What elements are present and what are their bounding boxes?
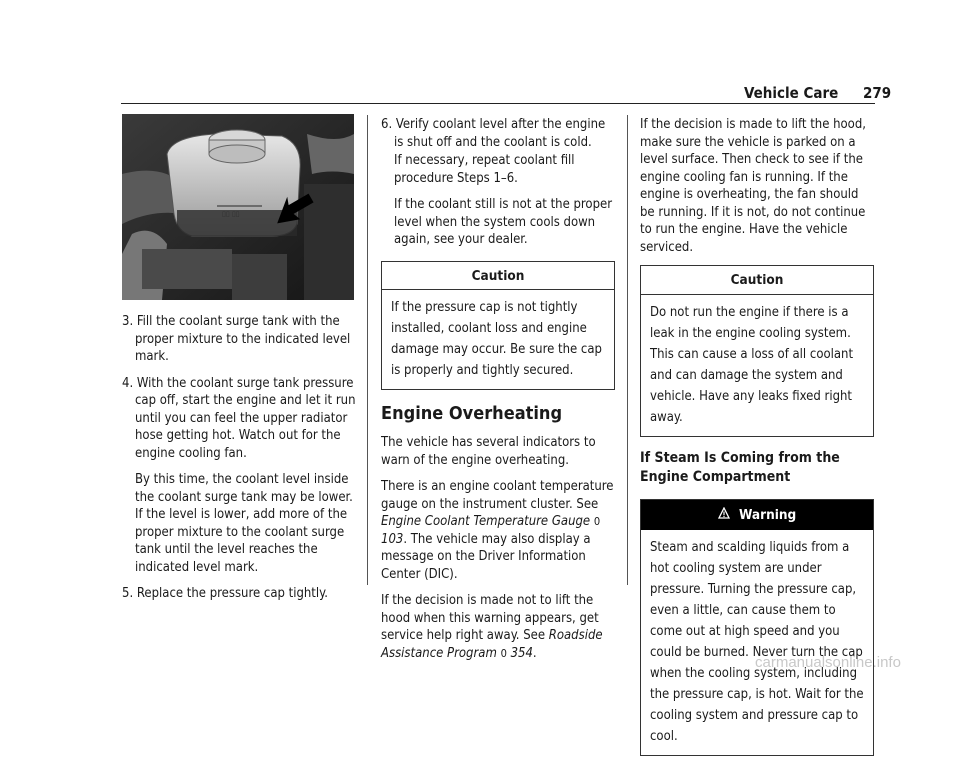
step-number: 6.	[381, 117, 393, 132]
text-run: If the decision is made not to lift the hood when this warning appears, get service help right away. See	[381, 593, 599, 643]
page-ref-icon: 0	[593, 515, 601, 528]
step-text: Replace the pressure cap tightly.	[136, 586, 328, 601]
page-header	[744, 84, 891, 102]
step-5	[122, 585, 356, 603]
step-text: With the coolant surge tank pressure cap off, start the engine and let it run until you can feel the upper radiator hose getting hot. Watch out for the engine cooling fan.	[135, 375, 356, 461]
column-divider-2	[627, 115, 628, 585]
step-number: 4.	[122, 375, 134, 391]
warning-title: Warning	[738, 506, 797, 523]
footer-watermark: carmanualsonline.info	[755, 654, 901, 671]
step-6	[381, 116, 615, 151]
header-rule	[121, 103, 875, 104]
xref-page[interactable]: 354	[510, 645, 533, 661]
step-4	[122, 375, 356, 463]
step-6-repeat-note: If necessary, repeat coolant fill procedure Steps 1–6.	[394, 153, 575, 186]
section-running-title: Vehicle Care	[744, 84, 839, 102]
paragraph-lift-hood: If the decision is made to lift the hood, make sure the vehicle is parked on a level surface. Then check to see if the engine cooling fan is running. If the engine is overheating, the fan should be running. If it is not, do not continue to run the engine. Have the vehicle serviced.	[640, 117, 866, 255]
caution-body: Do not run the engine if there is a leak in the engine cooling system. This can cause a loss of all coolant and can damage the system and vehicle. Have any leaks fixed right away.	[650, 304, 854, 425]
paragraph-temp-gauge	[381, 478, 615, 583]
column-1	[122, 313, 356, 612]
xref-roadside-assistance[interactable]: Roadside Assistance Program	[381, 628, 603, 661]
paragraph-service-help	[381, 592, 615, 662]
step-number: 3.	[122, 314, 134, 329]
step-6-dealer-note: If the coolant still is not at the proper level when the system cools down again, see your dealer.	[394, 197, 613, 247]
step-3	[122, 313, 356, 366]
column-2	[381, 116, 615, 671]
subsection-heading-steam: If Steam Is Coming from the Engine Compartment	[640, 449, 840, 485]
section-heading-engine-overheating: Engine Overheating	[381, 403, 563, 424]
warning-header	[641, 500, 873, 531]
caution-box-pressure-cap	[381, 261, 615, 391]
page-number: 279	[863, 84, 892, 102]
text-run: . The vehicle may also display a message on the Driver Information Center (DIC).	[381, 531, 591, 582]
step-number: 5.	[122, 586, 134, 601]
warning-triangle-icon	[718, 507, 730, 525]
step-4-note: By this time, the coolant level inside the coolant surge tank may be lower. If the level is lower, add more of the proper mixture to the coolant surge tank until the level reaches the indicated level mark.	[135, 472, 353, 575]
text-run: .	[532, 645, 537, 661]
text-run: There is an engine coolant temperature gauge on the instrument cluster. See	[381, 479, 614, 512]
paragraph-indicators: The vehicle has several indicators to warn of the engine overheating.	[381, 435, 596, 468]
warning-body: Steam and scalding liquids from a hot cooling system are under pressure. Turning the pressure cap, even a little, can cause them to come out at high speed and you could be burned. Never turn the cap when the cooling system, including the pressure cap, is hot. Wait for the cooling system and pressure cap to cool.	[650, 540, 864, 744]
xref-page[interactable]: 103	[381, 531, 404, 547]
step-text: Fill the coolant surge tank with the proper mixture to the indicated level mark.	[135, 314, 351, 364]
page-ref-icon: 0	[500, 646, 507, 660]
caution-body: If the pressure cap is not tightly installed, coolant loss and engine damage may occur. Be sure the cap is properly and tightly secured.	[391, 300, 602, 378]
caution-title: Caution	[641, 266, 873, 295]
coolant-surge-tank-photo	[122, 114, 354, 300]
column-divider-1	[367, 115, 368, 585]
caution-box-leak	[640, 265, 874, 437]
warning-box-steam	[640, 499, 874, 757]
caution-title: Caution	[382, 262, 614, 291]
engine-bay-illustration	[122, 114, 354, 300]
step-text: Verify coolant level after the engine is shut off and the coolant is cold.	[394, 117, 606, 150]
xref-coolant-gauge[interactable]: Engine Coolant Temperature Gauge	[381, 514, 591, 529]
